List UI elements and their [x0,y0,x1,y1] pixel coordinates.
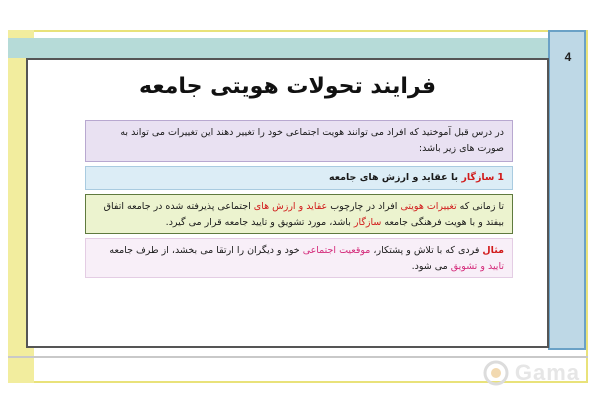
watermark-logo [440,358,580,388]
item-1-keyword: سازگار [461,172,495,183]
item-1-number: 1 [497,172,504,183]
top-decorative-strip [8,38,548,58]
definition-text-4: باشد، مورد تشویق و تایید جامعه قرار می گیرد. [165,217,354,228]
definition-text-3: اجتماعی پذیرفته شده در جامعه اتفاق بیفتد و با هویت فرهنگی جامعه [103,201,504,228]
watermark-swirl-icon [483,360,509,386]
item-1-text: با عقاید و ارزش های جامعه [328,172,462,183]
example-label: مثال [482,245,504,256]
example-text-3: می شود. [411,261,451,272]
example-box [85,238,513,278]
definition-highlight-1: تغییرات هویتی [400,201,457,212]
watermark-text: Gama [514,360,580,385]
definition-highlight-2: عقاید و ارزش های [253,201,328,212]
definition-text-1: تا زمانی که [456,201,504,212]
intro-box [85,120,513,162]
definition-highlight-3: سازگار [353,217,382,228]
example-text-1: فردی که با تلاش و پشتکار، [370,245,483,256]
definition-text-2: افراد در چارچوب [327,201,401,212]
slide-title: فرایند تحولات هویتی جامعه [139,74,436,99]
example-text-2: خود و دیگران را ارتقا می بخشد، از طرف جامعه [109,245,303,256]
example-highlight-2: تایید و تشویق [450,261,504,272]
example-highlight-1: موقعیت اجتماعی [302,245,371,256]
intro-text: در درس قبل آموختید که افراد می توانند هویت اجتماعی خود را تغییر دهند این تغییرات می تواند به صورت های زیر باشد: [120,127,504,154]
definition-box [85,194,513,234]
right-decorative-panel [548,30,586,350]
item-1-box [85,166,513,190]
page-number: 4 [564,50,572,64]
